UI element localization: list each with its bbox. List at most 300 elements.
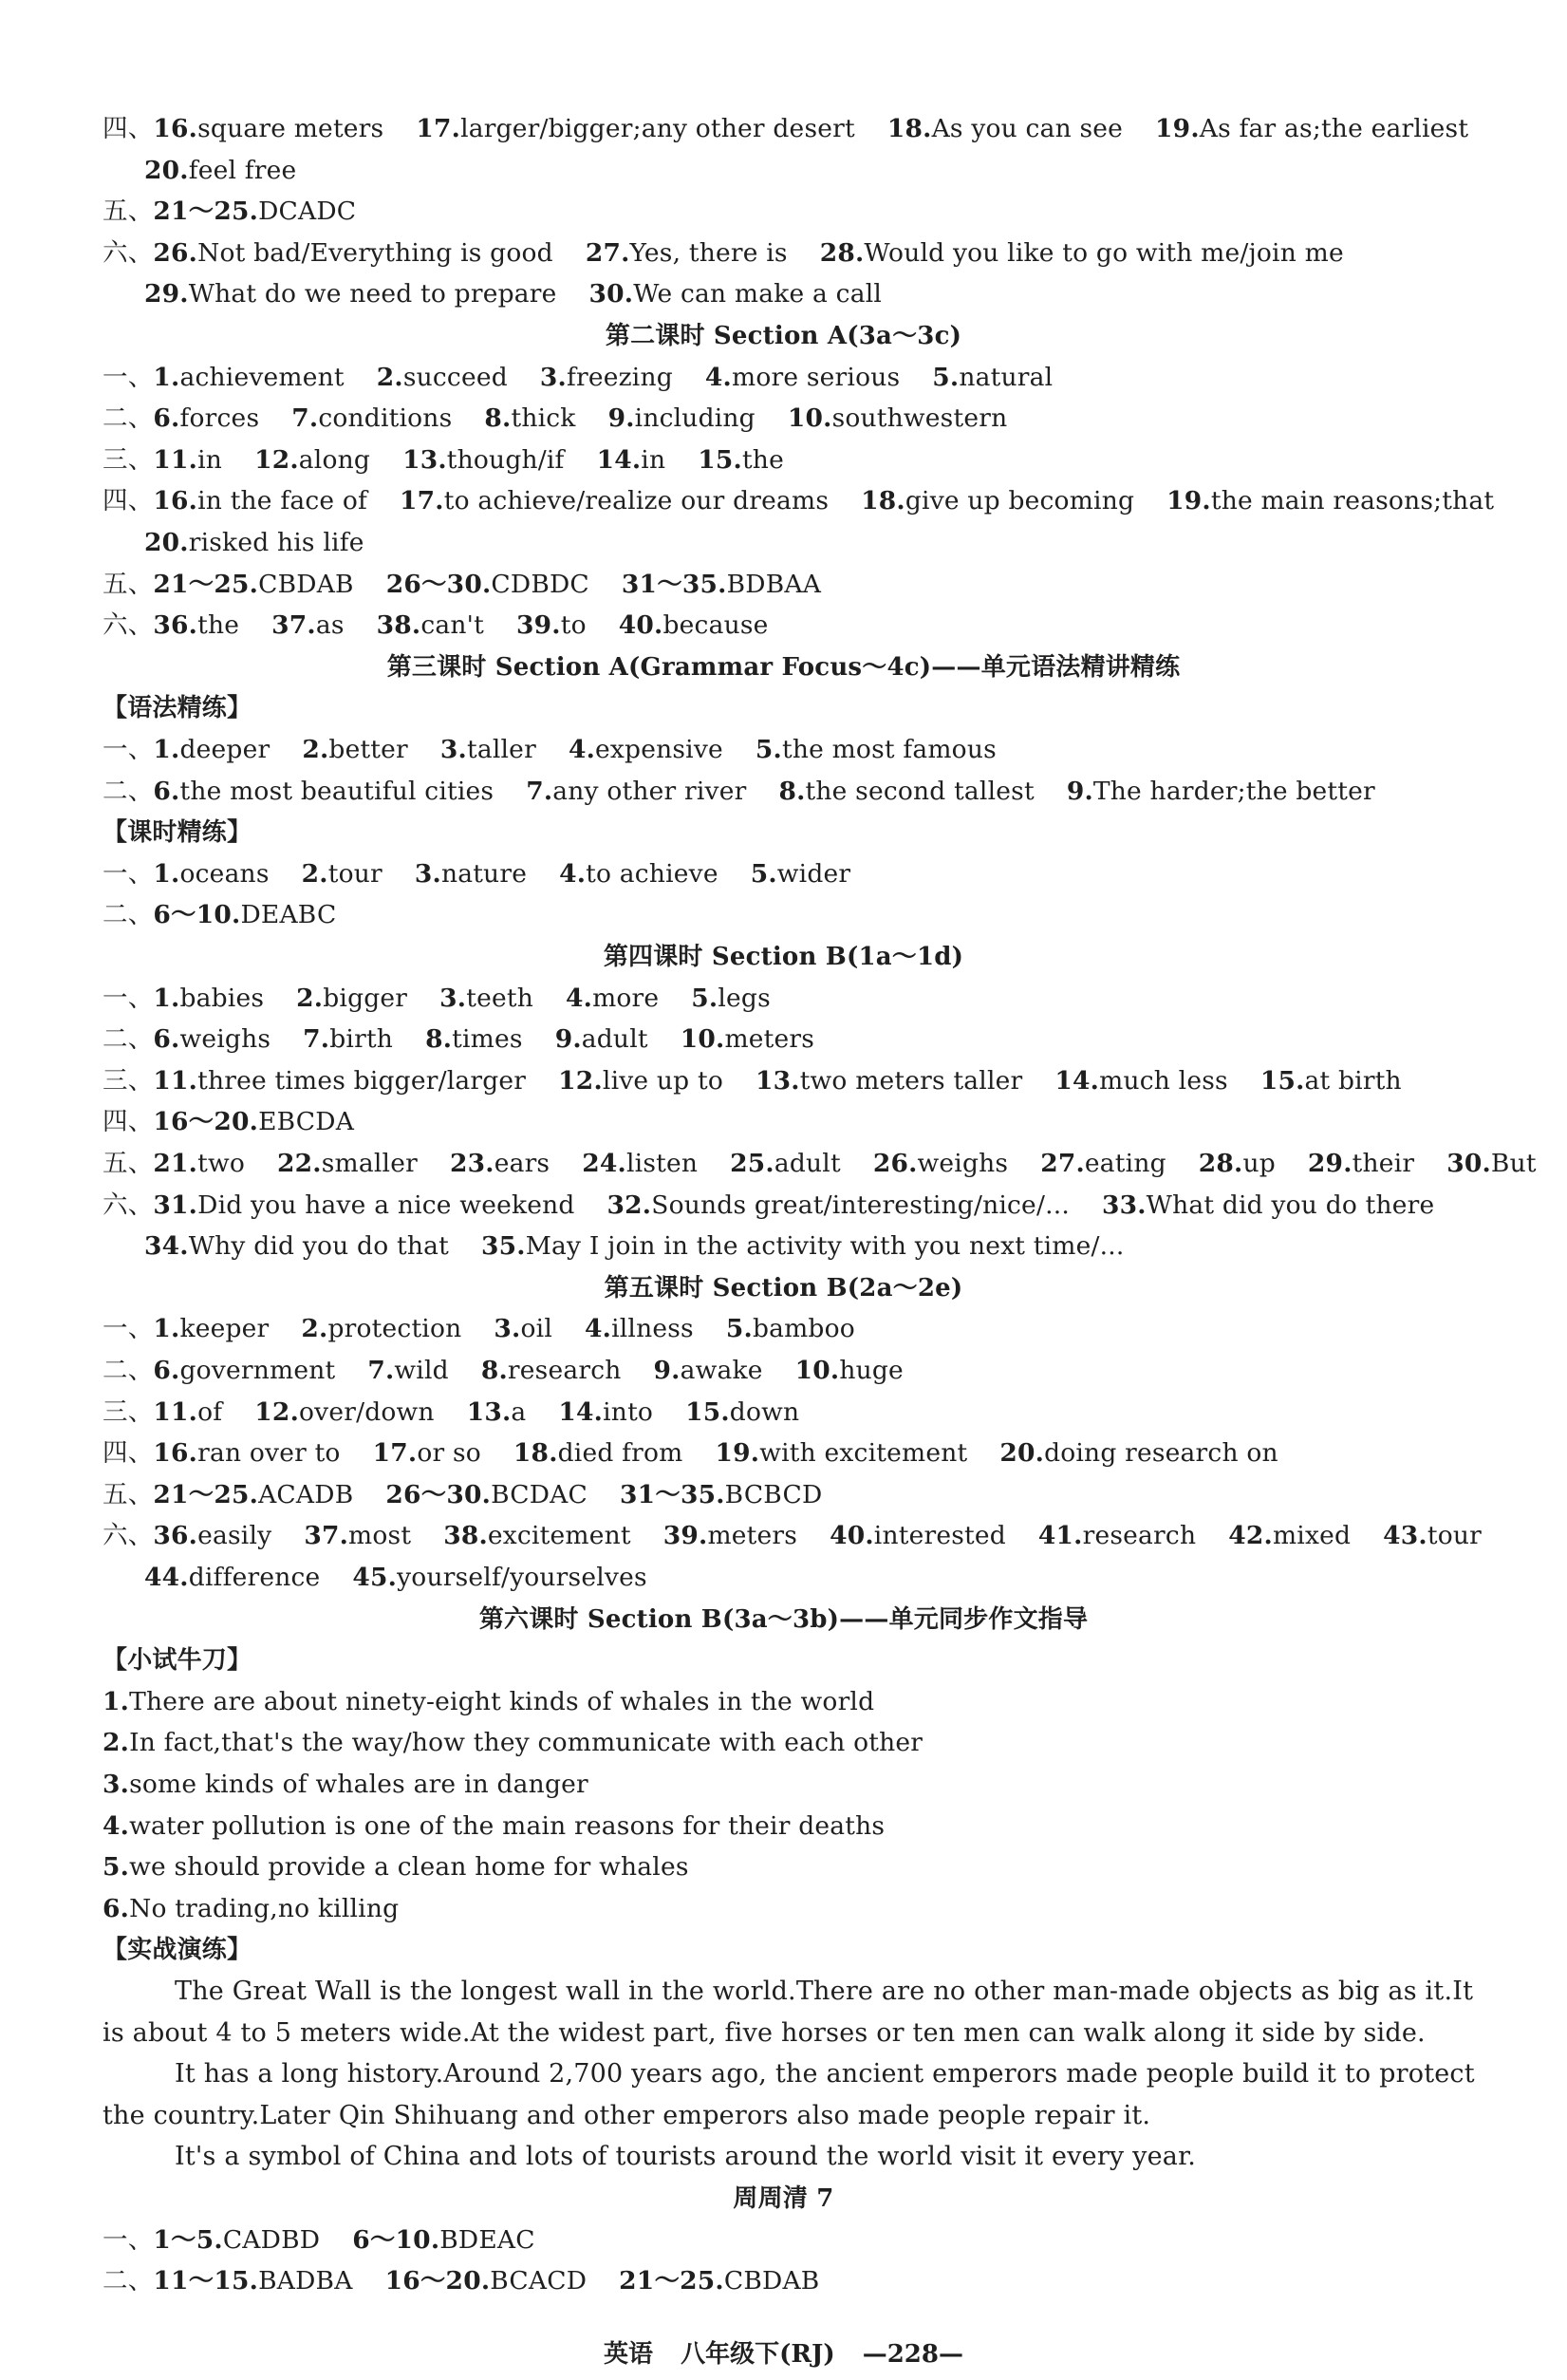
answer-text: mixed <box>1272 1521 1352 1550</box>
answer-row <box>103 1019 1476 1060</box>
answer-text: their <box>1352 1149 1415 1178</box>
answer-item <box>153 1024 270 1054</box>
page-footer <box>0 2335 1567 2373</box>
answer-text: weighs <box>179 1024 271 1054</box>
answer-item <box>153 403 259 433</box>
answer-text: a <box>511 1397 527 1427</box>
answer-text: or so <box>417 1438 481 1468</box>
question-number: 15. <box>685 1397 730 1427</box>
answer-item <box>513 1438 683 1468</box>
answer-item <box>153 1149 245 1178</box>
question-number: 8. <box>778 777 806 806</box>
answer-row <box>103 1888 1476 1930</box>
footer-grade: 八年级下(RJ) <box>681 2340 835 2369</box>
question-number: 3. <box>439 735 467 764</box>
question-number: 5. <box>750 859 777 889</box>
section-heading: 第五课时 Section B(2a～2e) <box>604 1274 963 1302</box>
question-number: 6. <box>153 1024 180 1054</box>
answer-text: two <box>197 1149 246 1178</box>
part-number: 四、 <box>103 1438 154 1468</box>
answer-text: the most famous <box>781 735 997 764</box>
answer-item <box>153 735 270 764</box>
answer-item <box>1155 114 1468 143</box>
question-number: 4. <box>568 735 596 764</box>
answer-item <box>555 1024 648 1054</box>
answer-item <box>296 984 407 1013</box>
answer-text: two meters taller <box>799 1066 1023 1096</box>
answer-item <box>103 1852 689 1882</box>
answer-item <box>597 445 666 475</box>
answer-item <box>352 1563 646 1592</box>
question-number: 3. <box>539 363 567 392</box>
question-number: 14. <box>558 1397 604 1427</box>
answer-item <box>569 735 723 764</box>
answer-text: can't <box>420 610 485 640</box>
part-number: 五、 <box>103 197 154 226</box>
question-number: 31～35. <box>619 1480 725 1509</box>
answer-item <box>887 114 1123 143</box>
answer-row <box>103 1806 1476 1847</box>
answer-text: CDBDC <box>491 570 589 599</box>
answer-row <box>103 108 1476 150</box>
answer-item <box>788 403 1008 433</box>
answer-text: natural <box>959 363 1054 392</box>
answer-item <box>153 984 264 1013</box>
answer-text: listen <box>625 1149 699 1178</box>
answer-text: babies <box>179 984 265 1013</box>
question-number: 31. <box>153 1190 198 1220</box>
answer-text: excitement <box>487 1521 631 1550</box>
answer-text: the <box>197 610 240 640</box>
answer-text: to achieve <box>586 859 718 889</box>
answer-item <box>153 1521 271 1550</box>
answer-item <box>153 859 269 889</box>
answer-text: to achieve/realize our dreams <box>443 486 830 515</box>
question-number: 40. <box>618 610 663 640</box>
question-number: 7. <box>303 1024 330 1054</box>
question-number: 30. <box>1446 1149 1491 1178</box>
part-number: 一、 <box>103 363 154 392</box>
question-number: 3. <box>439 984 467 1013</box>
question-number: 11～15. <box>153 2266 259 2296</box>
essay-paragraph: It has a long history.Around 2,700 years ago, the ancient emperors made people build it to protect the country.Later Qin Shihuang and other emperors also made people repair it. <box>103 2059 1475 2130</box>
answer-item <box>691 984 771 1013</box>
answer-text: huge <box>839 1356 904 1385</box>
answer-item <box>481 1231 1125 1261</box>
question-number: 5. <box>725 1314 753 1343</box>
answer-item <box>153 777 494 806</box>
answer-row <box>103 1433 1476 1474</box>
question-number: 33. <box>1101 1190 1147 1220</box>
answer-text: What did you do there <box>1146 1190 1435 1220</box>
answer-text: southwestern <box>831 403 1008 433</box>
part-number: 二、 <box>103 900 154 929</box>
answer-text: In fact,that's the way/how they communicate with each other <box>129 1728 923 1757</box>
question-number: 16～20. <box>384 2266 491 2296</box>
answer-text: achievement <box>179 363 345 392</box>
answer-text: up <box>1242 1149 1276 1178</box>
answer-text: meters <box>707 1521 798 1550</box>
answer-text: as <box>315 610 345 640</box>
question-number: 16. <box>153 486 198 515</box>
answer-item <box>416 114 855 143</box>
answer-item <box>999 1438 1278 1468</box>
answer-row <box>103 1350 1476 1392</box>
section-heading: 周周清 7 <box>733 2184 834 2213</box>
answer-item <box>144 1231 449 1261</box>
question-number: 9. <box>607 403 635 433</box>
answer-row <box>103 1764 1476 1806</box>
answer-text: any other river <box>552 777 747 806</box>
answer-text: including <box>634 403 756 433</box>
question-number: 15. <box>1259 1066 1305 1096</box>
answer-item <box>663 1521 797 1550</box>
part-number: 六、 <box>103 1190 154 1220</box>
question-number: 9. <box>554 1024 582 1054</box>
answer-text: BADBA <box>258 2266 353 2296</box>
answer-text: succeed <box>402 363 508 392</box>
answer-text: easily <box>197 1521 272 1550</box>
answer-item <box>751 859 851 889</box>
question-number: 26. <box>872 1149 918 1178</box>
answer-item <box>559 859 718 889</box>
answer-item <box>607 1190 1070 1220</box>
question-number: 21～25. <box>619 2266 724 2296</box>
answer-item <box>726 1314 855 1343</box>
answer-item <box>153 238 552 268</box>
question-number: 6. <box>153 1356 180 1385</box>
part-number: 一、 <box>103 984 154 1013</box>
section-heading: 第二课时 Section A(3a～3c) <box>605 322 962 350</box>
answer-text: smaller <box>321 1149 418 1178</box>
question-number: 2. <box>103 1728 130 1757</box>
essay-paragraph: It's a symbol of China and lots of tourists around the world visit it every year. <box>175 2142 1197 2171</box>
answer-item <box>304 1521 411 1550</box>
question-number: 27. <box>585 238 630 268</box>
answer-text: much less <box>1099 1066 1228 1096</box>
question-number: 8. <box>480 1356 508 1385</box>
answer-item <box>402 445 565 475</box>
answer-text: teeth <box>466 984 533 1013</box>
answer-item <box>1102 1190 1434 1220</box>
answer-item <box>730 1149 841 1178</box>
question-number: 34. <box>144 1231 189 1261</box>
answer-item <box>716 1438 968 1468</box>
answer-text: legs <box>718 984 771 1013</box>
answer-text: deeper <box>179 735 270 764</box>
part-number: 四、 <box>103 1107 154 1136</box>
question-number: 12. <box>558 1066 603 1096</box>
question-number: 40. <box>830 1521 874 1550</box>
answer-item <box>619 610 769 640</box>
answer-item <box>373 1438 481 1468</box>
answer-row <box>103 1846 1476 1888</box>
answer-text: As far as;the earliest <box>1199 114 1469 143</box>
question-number: 9. <box>653 1356 681 1385</box>
answer-row <box>103 1515 1483 1557</box>
question-number: 4. <box>565 984 593 1013</box>
part-number: 三、 <box>103 1066 154 1096</box>
question-number: 1. <box>153 363 180 392</box>
answer-text: adult <box>774 1149 841 1178</box>
question-number: 2. <box>301 859 328 889</box>
question-number: 12. <box>254 1397 300 1427</box>
answer-item <box>254 445 370 475</box>
answer-text: CBDAB <box>723 2266 820 2296</box>
question-number: 30. <box>588 279 634 309</box>
question-number: 4. <box>103 1811 130 1841</box>
question-number: 5. <box>691 984 718 1013</box>
question-number: 16～20. <box>153 1107 259 1136</box>
answer-text: the <box>741 445 784 475</box>
answer-text: thick <box>511 403 576 433</box>
question-number: 24. <box>582 1149 626 1178</box>
question-number: 32. <box>606 1190 652 1220</box>
answer-item <box>516 610 587 640</box>
question-number: 8. <box>425 1024 453 1054</box>
answer-text: with excitement <box>759 1438 968 1468</box>
answer-text: more serious <box>731 363 901 392</box>
part-number: 一、 <box>103 2225 154 2255</box>
part-number: 四、 <box>103 486 154 515</box>
question-number: 39. <box>516 610 561 640</box>
question-number: 21～25. <box>153 1480 259 1509</box>
answer-row <box>103 1308 1476 1350</box>
answer-row <box>103 2220 1476 2261</box>
answer-text: DEABC <box>240 900 337 929</box>
answer-row <box>103 605 1476 647</box>
part-number: 二、 <box>103 777 154 806</box>
answer-text: over/down <box>299 1397 435 1427</box>
answer-text: freezing <box>566 363 673 392</box>
answer-text: No trading,no killing <box>129 1894 400 1923</box>
answer-item <box>619 2266 819 2296</box>
answer-item <box>302 735 408 764</box>
answer-item <box>377 363 508 392</box>
answer-item <box>608 403 756 433</box>
answer-text: larger/bigger;any other desert <box>460 114 855 143</box>
answer-item <box>103 1770 588 1799</box>
question-number: 41. <box>1037 1521 1083 1550</box>
answer-item <box>153 1397 222 1427</box>
question-number: 21. <box>153 1149 198 1178</box>
question-number: 7. <box>367 1356 395 1385</box>
answer-item <box>795 1356 904 1385</box>
question-number: 28. <box>819 238 865 268</box>
question-number: 37. <box>271 610 316 640</box>
answer-text: BDBAA <box>726 570 822 599</box>
answer-text: water pollution is one of the main reasons for their deaths <box>129 1811 886 1841</box>
question-number: 20. <box>999 1438 1045 1468</box>
answer-text: Did you have a nice weekend <box>197 1190 575 1220</box>
question-number: 4. <box>559 859 587 889</box>
question-number: 26. <box>153 238 198 268</box>
part-number: 一、 <box>103 859 154 889</box>
answer-text: of <box>197 1397 223 1427</box>
answer-row <box>103 1474 1476 1516</box>
question-number: 38. <box>443 1521 488 1550</box>
answer-text: oil <box>520 1314 552 1343</box>
answer-item <box>861 486 1134 515</box>
answer-item <box>367 1356 448 1385</box>
answer-item <box>153 1107 354 1136</box>
answer-item <box>589 279 883 309</box>
question-number: 10. <box>787 403 832 433</box>
question-number: 1～5. <box>153 2225 223 2255</box>
answer-text: wild <box>394 1356 449 1385</box>
question-number: 20. <box>144 156 189 185</box>
answer-text: ears <box>494 1149 550 1178</box>
answer-item <box>467 1397 527 1427</box>
question-number: 44. <box>144 1563 189 1592</box>
answer-item <box>352 2225 535 2255</box>
answer-text: weighs <box>917 1149 1009 1178</box>
footer-page-number: —228— <box>862 2340 963 2369</box>
answer-item <box>153 1190 574 1220</box>
answer-row <box>144 1226 1476 1267</box>
answer-item <box>481 1356 622 1385</box>
answer-item <box>450 1149 550 1178</box>
question-number: 38. <box>376 610 421 640</box>
answer-item <box>153 570 353 599</box>
answer-row <box>103 357 1476 399</box>
answer-text: expensive <box>595 735 723 764</box>
answer-row <box>103 978 1476 1020</box>
answer-item <box>778 777 1034 806</box>
answer-text: difference <box>188 1563 321 1592</box>
answer-text: BCDAC <box>491 1480 588 1509</box>
answer-item <box>153 900 336 929</box>
question-number: 2. <box>296 984 324 1013</box>
answer-item <box>144 528 364 557</box>
question-number: 36. <box>153 610 198 640</box>
answer-item <box>681 1024 814 1054</box>
answer-item <box>425 1024 523 1054</box>
answer-text: eating <box>1084 1149 1166 1178</box>
answer-text: adult <box>581 1024 648 1054</box>
question-number: 25. <box>730 1149 774 1178</box>
question-number: 2. <box>301 1314 328 1343</box>
answer-item <box>1067 777 1375 806</box>
question-number: 26～30. <box>385 1480 492 1509</box>
question-number: 13. <box>466 1397 512 1427</box>
answer-text: risked his life <box>188 528 364 557</box>
answer-item <box>301 1314 461 1343</box>
answer-text: research <box>507 1356 622 1385</box>
answer-text: Yes, there is <box>629 238 788 268</box>
question-number: 14. <box>596 445 642 475</box>
question-number: 10. <box>794 1356 840 1385</box>
question-number: 7. <box>291 403 319 433</box>
part-number: 二、 <box>103 1024 154 1054</box>
answer-text: tour <box>1427 1521 1483 1550</box>
answer-text: tour <box>327 859 382 889</box>
subsection-label: 【课时精练】 <box>103 818 252 847</box>
answer-text: taller <box>466 735 536 764</box>
answer-item <box>386 570 589 599</box>
subsection-label: 【小试牛刀】 <box>103 1646 252 1675</box>
question-number: 6. <box>153 403 180 433</box>
question-number: 21～25. <box>153 197 259 226</box>
question-number: 1. <box>153 735 180 764</box>
answer-item <box>1054 1066 1227 1096</box>
answer-item <box>385 1480 588 1509</box>
answer-text: illness <box>611 1314 694 1343</box>
answer-item <box>385 2266 588 2296</box>
answer-text: CBDAB <box>258 570 354 599</box>
answer-text: died from <box>557 1438 683 1468</box>
answer-text: But <box>1490 1149 1537 1178</box>
answer-item <box>873 1149 1008 1178</box>
answer-text: wider <box>776 859 851 889</box>
answer-item <box>144 1563 320 1592</box>
answer-text: better <box>328 735 408 764</box>
part-number: 六、 <box>103 238 154 268</box>
part-number: 三、 <box>103 445 154 475</box>
answer-text: in <box>641 445 666 475</box>
answer-text: nature <box>440 859 528 889</box>
answer-item <box>526 777 746 806</box>
question-number: 28. <box>1198 1149 1243 1178</box>
answer-item <box>153 1438 340 1468</box>
question-number: 4. <box>585 1314 612 1343</box>
answer-text: keeper <box>179 1314 270 1343</box>
answer-item <box>1038 1521 1196 1550</box>
answer-text: research <box>1082 1521 1197 1550</box>
answer-item <box>566 984 659 1013</box>
answer-item <box>153 114 383 143</box>
question-number: 1. <box>103 1687 130 1716</box>
answer-item <box>291 403 452 433</box>
question-number: 31～35. <box>621 570 727 599</box>
answer-item <box>153 2225 320 2255</box>
answer-item <box>153 610 239 640</box>
answer-item <box>1308 1149 1414 1178</box>
question-number: 13. <box>755 1066 800 1096</box>
question-number: 17. <box>372 1438 418 1468</box>
answer-text: There are about ninety-eight kinds of whales in the world <box>129 1687 875 1716</box>
answer-item <box>277 1149 418 1178</box>
question-number: 22. <box>277 1149 322 1178</box>
question-number: 16. <box>153 114 198 143</box>
answer-item <box>153 445 222 475</box>
section-heading: 第三课时 Section A(Grammar Focus～4c)——单元语法精讲精练 <box>386 653 1181 682</box>
part-number: 二、 <box>103 1356 154 1385</box>
answer-row <box>144 150 1476 192</box>
question-number: 29. <box>1307 1149 1352 1178</box>
question-number: 23. <box>449 1149 494 1178</box>
answer-text: interested <box>873 1521 1006 1550</box>
question-number: 42. <box>1228 1521 1273 1550</box>
answer-text: protection <box>327 1314 462 1343</box>
answer-item <box>443 1521 631 1550</box>
answer-row <box>103 853 1476 895</box>
answer-text: The harder;the better <box>1092 777 1375 806</box>
question-number: 11. <box>153 1066 198 1096</box>
question-number: 20. <box>144 528 189 557</box>
question-number: 35. <box>480 1231 526 1261</box>
answer-text: EBCDA <box>258 1107 355 1136</box>
question-number: 3. <box>494 1314 521 1343</box>
answer-text: DCADC <box>258 197 357 226</box>
answer-text: meters <box>724 1024 815 1054</box>
question-number: 1. <box>153 984 180 1013</box>
answer-item <box>685 1397 799 1427</box>
answer-text: birth <box>329 1024 394 1054</box>
answer-text: into <box>603 1397 654 1427</box>
answer-text: As you can see <box>931 114 1124 143</box>
answer-item <box>153 2266 352 2296</box>
